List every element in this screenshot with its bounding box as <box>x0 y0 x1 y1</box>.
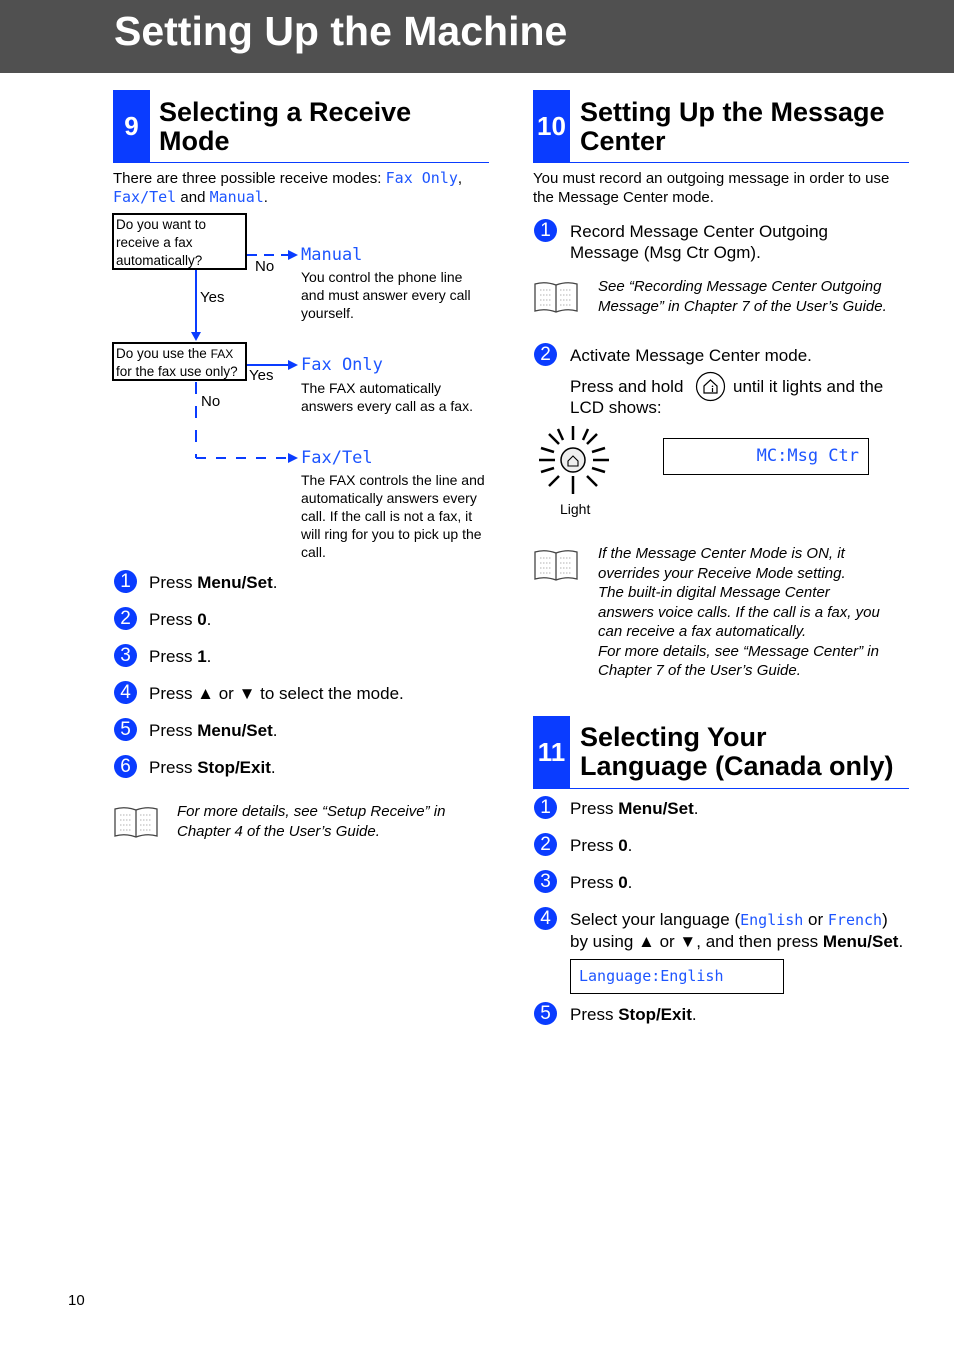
step-number: 1 <box>534 796 557 819</box>
intro-sep: , <box>457 170 463 187</box>
page-title: Setting Up the Machine <box>114 8 568 54</box>
section-10-note-1 <box>598 277 918 316</box>
step-pre: Press <box>149 647 198 666</box>
step-post: . <box>272 573 278 592</box>
step-number: 5 <box>534 1002 557 1025</box>
step-or: or <box>803 910 828 929</box>
section-10-title <box>580 98 885 156</box>
mode-manual-desc: You control the phone line and must answer every call yourself. <box>301 269 471 321</box>
intro-line: You must record an outgoing message in order to use <box>533 170 890 187</box>
q2-text-b: for the fax use only? <box>116 364 238 379</box>
step-number: 4 <box>114 681 137 704</box>
section-10-step-2: Activate Message Center mode. <box>570 346 812 365</box>
step-pre: Press <box>570 799 619 818</box>
lcd-text: Language:English <box>579 967 724 985</box>
until-lights-text: until it lights and the <box>733 377 884 396</box>
step-key: 1 <box>197 647 207 666</box>
section-10-note-2 <box>598 544 918 681</box>
step-text <box>149 683 404 704</box>
note-line: can receive a fax automatically. <box>598 623 807 640</box>
step-post: . <box>270 758 276 777</box>
step-post: . <box>691 1005 697 1024</box>
step-key: Menu/Set <box>822 932 899 951</box>
book-icon <box>113 805 159 839</box>
note-line: Chapter 7 of the User’s Guide. <box>598 662 801 679</box>
light-burst-icon <box>535 420 615 500</box>
section-11-number: 11 <box>533 716 570 789</box>
intro-and: and <box>176 189 210 206</box>
step-pre: Press <box>149 573 198 592</box>
step-post: . <box>627 873 633 892</box>
step-pre: Press <box>149 610 198 629</box>
section-10-step-1 <box>570 221 828 263</box>
section-10-number: 10 <box>533 90 570 163</box>
step-key: Menu/Set <box>197 573 273 592</box>
step-line: Message (Msg Ctr Ogm). <box>570 243 761 262</box>
step-line <box>570 909 903 931</box>
step-key: Menu/Set <box>618 799 694 818</box>
step-post: . <box>206 610 212 629</box>
message-center-key-icon <box>695 371 726 402</box>
step-key: 0 <box>618 836 628 855</box>
step-text <box>149 609 211 630</box>
step-text <box>570 798 698 819</box>
step-pre: Press ▲ or ▼ to select the mode. <box>149 684 404 703</box>
intro-end: . <box>263 189 268 206</box>
flow-label-no-1: No <box>255 258 275 275</box>
mode-fax-only-desc: The FAX automatically answers every call as a fax. <box>301 380 473 414</box>
section-11-rule <box>570 788 909 789</box>
step-number: 3 <box>534 870 557 893</box>
lcd-text: MC:Msg Ctr <box>756 446 859 466</box>
q2-text-a: Do you use the <box>116 346 211 361</box>
flow-question-1: Do you want to receive a fax automatically? <box>112 213 247 270</box>
note-line: overrides your Receive Mode setting. <box>598 564 846 582</box>
section-10-intro <box>533 169 918 207</box>
step-key: Stop/Exit <box>618 1005 692 1024</box>
press-and-hold-text: Press and hold <box>570 377 684 396</box>
step-key: Menu/Set <box>197 721 273 740</box>
note-line: See “Recording Message Center Outgoing <box>598 278 882 295</box>
step-pre: Press <box>570 836 619 855</box>
section-11-step-5 <box>570 1004 697 1025</box>
step-number: 2 <box>114 607 137 630</box>
step-post: . <box>272 721 278 740</box>
step-text <box>149 646 211 667</box>
section-11-title <box>580 723 894 781</box>
note-line: The built-in digital Message Center <box>598 584 830 601</box>
note-line: Chapter 4 of the User’s Guide. <box>177 822 380 840</box>
intro-text: There are three possible receive modes: <box>113 170 386 187</box>
lcd-display <box>663 438 869 475</box>
step-number: 6 <box>114 755 137 778</box>
option-english: English <box>740 911 804 929</box>
section-11-title-line2: Language (Canada only) <box>580 751 894 781</box>
step-post: . <box>693 799 699 818</box>
step-number: 4 <box>534 907 557 930</box>
note-line: For more details, see “Message Center” in <box>598 642 879 660</box>
step-line: Record Message Center Outgoing <box>570 222 828 241</box>
step-key: Stop/Exit <box>197 758 271 777</box>
step-pre: Select your language ( <box>570 910 741 929</box>
section-10-title-line1: Setting Up the Message <box>580 97 885 127</box>
step-text <box>570 835 632 856</box>
step-text <box>149 720 277 741</box>
step-number: 2 <box>534 833 557 856</box>
light-label: Light <box>560 501 591 517</box>
step-pre: Press <box>570 873 619 892</box>
step-number: 2 <box>534 343 557 366</box>
intro-mode-fax-tel: Fax/Tel <box>113 188 177 206</box>
step-pre: by using ▲ or ▼, and then press <box>570 932 823 951</box>
step-text <box>149 572 277 593</box>
mode-fax-only: Fax Only <box>301 355 383 375</box>
section-10-rule <box>570 162 909 163</box>
book-icon <box>533 280 579 314</box>
intro-line: the Message Center mode. <box>533 189 714 206</box>
step-pre: Press <box>149 721 198 740</box>
intro-mode-manual: Manual <box>209 188 264 206</box>
section-9-title-line2: Mode <box>159 126 230 156</box>
step-pre: Press <box>570 1005 619 1024</box>
section-11-step-4 <box>570 909 903 952</box>
note-line: If the Message Center Mode is ON, it <box>598 545 845 562</box>
flow-label-yes-2: Yes <box>249 367 274 384</box>
option-french: French <box>827 911 883 929</box>
note-line: answers voice calls. If the call is a fax, you <box>598 603 880 621</box>
step-pre: Press <box>149 758 198 777</box>
note-line: For more details, see “Setup Receive” in <box>177 803 446 820</box>
section-9-note <box>177 802 487 841</box>
step-number: 3 <box>114 644 137 667</box>
step-number: 5 <box>114 718 137 741</box>
section-9-title <box>159 98 411 156</box>
q2-fax: FAX <box>210 347 234 361</box>
intro-mode-fax-only: Fax Only <box>385 169 458 187</box>
step-post: . <box>898 932 904 951</box>
page-number: 10 <box>68 1292 85 1309</box>
step-key: 0 <box>618 873 628 892</box>
step-text <box>570 872 632 893</box>
step-number: 1 <box>114 570 137 593</box>
lcd-display-language <box>570 959 784 994</box>
mode-manual: Manual <box>301 245 363 265</box>
step-line <box>570 931 903 952</box>
section-9-rule <box>150 162 489 163</box>
flow-label-yes-1: Yes <box>200 289 225 306</box>
flow-label-no-2: No <box>201 393 221 410</box>
book-icon <box>533 548 579 582</box>
section-9-intro <box>113 169 493 207</box>
section-10-title-line2: Center <box>580 126 666 156</box>
section-9-title-line1: Selecting a Receive <box>159 97 412 127</box>
note-line: Message” in Chapter 7 of the User’s Guide. <box>598 297 887 315</box>
section-9-number: 9 <box>113 90 150 163</box>
step-post: . <box>206 647 212 666</box>
step-text <box>149 757 276 778</box>
step-number: 1 <box>534 219 557 242</box>
section-11-title-line1: Selecting Your <box>580 722 767 752</box>
step-post: . <box>627 836 633 855</box>
step-close: ) <box>882 910 888 929</box>
mode-fax-tel-desc: The FAX controls the line and automatically answers every call. If the call is not a fax, it will ring for you to pick up the call. <box>301 472 485 560</box>
mode-fax-tel: Fax/Tel <box>301 448 373 468</box>
lcd-shows-text: LCD shows: <box>570 398 662 417</box>
step-key: 0 <box>197 610 207 629</box>
